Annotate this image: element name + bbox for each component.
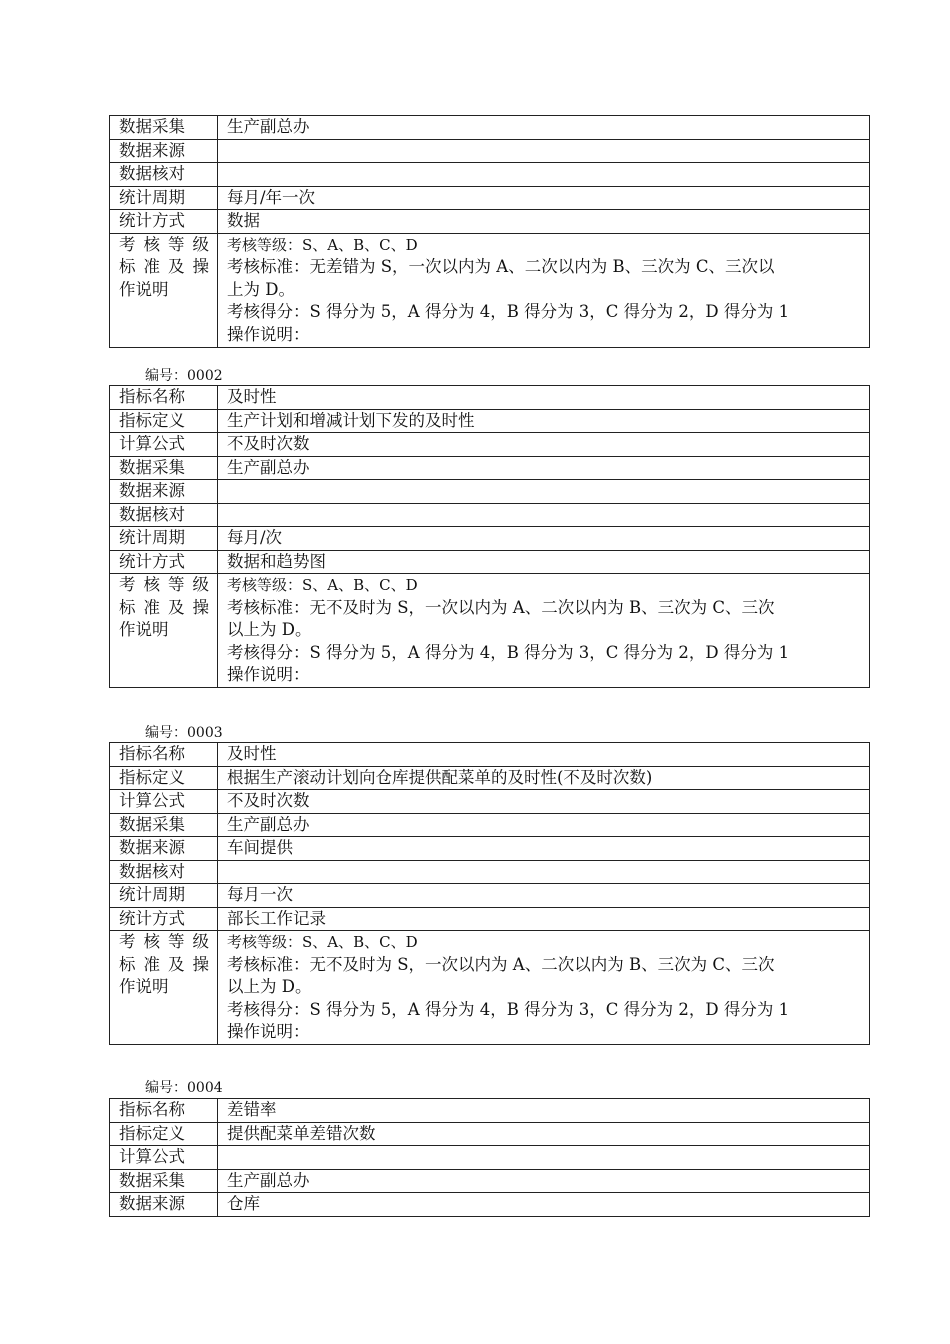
criteria-line: 考核标准：无差错为 S，一次以内为 A、二次以内为 B、三次为 C、三次以 — [227, 257, 775, 276]
row-label: 数据核对 — [110, 163, 218, 187]
row-value: 部长工作记录 — [218, 907, 870, 931]
row-label: 统计周期 — [110, 186, 218, 210]
operation-line: 操作说明： — [227, 665, 310, 684]
row-value: 生产副总办 — [218, 456, 870, 480]
row-label: 统计方式 — [110, 550, 218, 574]
row-label: 数据采集 — [110, 116, 218, 140]
row-value: 及时性 — [218, 386, 870, 410]
standard-content — [218, 574, 870, 688]
standard-label-line: 考 核 等 级 — [119, 234, 209, 254]
criteria-line-cont: 以上为 D。 — [227, 620, 312, 639]
row-label: 指标名称 — [110, 743, 218, 767]
table-number-caption: 编号：0004 — [145, 1080, 223, 1096]
row-value: 生产副总办 — [218, 1169, 870, 1193]
criteria-line: 考核标准：无不及时为 S，一次以内为 A、二次以内为 B、三次为 C、三次 — [227, 954, 775, 974]
row-label: 数据核对 — [110, 860, 218, 884]
standard-label-line: 标 准 及 操 — [119, 257, 209, 276]
row-label: 数据来源 — [110, 837, 218, 861]
row-label: 指标定义 — [110, 766, 218, 790]
standard-label-line: 标 准 及 操 — [119, 954, 209, 974]
standard-label-line: 考 核 等 级 — [119, 575, 209, 594]
operation-line: 操作说明： — [227, 324, 310, 344]
row-label: 数据来源 — [110, 480, 218, 504]
standard-label-line: 考 核 等 级 — [119, 932, 209, 951]
row-value: 车间提供 — [218, 837, 870, 861]
standard-label-line: 作说明 — [119, 279, 169, 299]
kpi-table-4 — [109, 1098, 870, 1217]
standard-label — [110, 931, 218, 1045]
row-value: 提供配菜单差错次数 — [218, 1122, 870, 1146]
standard-label-line: 作说明 — [119, 620, 169, 639]
table-number-caption: 编号：0002 — [145, 368, 223, 384]
row-value — [218, 139, 870, 163]
row-value: 生产计划和增减计划下发的及时性 — [218, 409, 870, 433]
kpi-table-3 — [109, 742, 870, 1045]
kpi-table-1 — [109, 115, 870, 348]
row-value: 及时性 — [218, 743, 870, 767]
row-label: 计算公式 — [110, 790, 218, 814]
criteria-line: 考核标准：无不及时为 S，一次以内为 A、二次以内为 B、三次为 C、三次 — [227, 597, 775, 617]
row-label: 指标名称 — [110, 386, 218, 410]
kpi-table-2 — [109, 385, 870, 688]
standard-label — [110, 233, 218, 347]
row-value: 每月/次 — [218, 527, 870, 551]
operation-line: 操作说明： — [227, 1022, 310, 1041]
score-line: 考核得分：S 得分为 5，A 得分为 4，B 得分为 3，C 得分为 2，D 得分为 1 — [227, 302, 790, 321]
row-label: 统计周期 — [110, 884, 218, 908]
row-value: 仓库 — [218, 1193, 870, 1217]
row-label: 数据来源 — [110, 1193, 218, 1217]
row-value: 不及时次数 — [218, 790, 870, 814]
score-line: 考核得分：S 得分为 5，A 得分为 4，B 得分为 3，C 得分为 2，D 得分为 1 — [227, 999, 790, 1019]
grade-line: 考核等级：S、A、B、C、D — [227, 933, 418, 951]
grade-line: 考核等级：S、A、B、C、D — [227, 576, 418, 594]
row-label: 指标定义 — [110, 1122, 218, 1146]
row-value: 差错率 — [218, 1099, 870, 1123]
row-label: 数据采集 — [110, 813, 218, 837]
row-label: 计算公式 — [110, 433, 218, 457]
standard-label — [110, 574, 218, 688]
row-value — [218, 163, 870, 187]
row-value — [218, 1146, 870, 1170]
row-label: 统计方式 — [110, 907, 218, 931]
score-line: 考核得分：S 得分为 5，A 得分为 4，B 得分为 3，C 得分为 2，D 得分为 1 — [227, 642, 790, 662]
row-label: 指标定义 — [110, 409, 218, 433]
standard-content — [218, 931, 870, 1045]
row-label: 数据采集 — [110, 1169, 218, 1193]
row-value: 生产副总办 — [218, 813, 870, 837]
row-value: 根据生产滚动计划向仓库提供配菜单的及时性(不及时次数) — [218, 766, 870, 790]
row-label: 数据来源 — [110, 139, 218, 163]
standard-content — [218, 233, 870, 347]
row-value: 生产副总办 — [218, 116, 870, 140]
row-label: 数据核对 — [110, 503, 218, 527]
criteria-line-cont: 以上为 D。 — [227, 977, 312, 996]
standard-label-line: 标 准 及 操 — [119, 597, 209, 617]
row-label: 数据采集 — [110, 456, 218, 480]
row-value: 数据 — [218, 210, 870, 234]
row-value — [218, 503, 870, 527]
row-value: 每月/年一次 — [218, 186, 870, 210]
row-value — [218, 860, 870, 884]
table-number-caption: 编号：0003 — [145, 725, 223, 741]
row-label: 统计周期 — [110, 527, 218, 551]
row-label: 统计方式 — [110, 210, 218, 234]
grade-line: 考核等级：S、A、B、C、D — [227, 235, 418, 254]
row-value — [218, 480, 870, 504]
standard-label-line: 作说明 — [119, 977, 169, 996]
row-value: 不及时次数 — [218, 433, 870, 457]
criteria-line-cont: 上为 D。 — [227, 279, 295, 299]
row-label: 计算公式 — [110, 1146, 218, 1170]
row-value: 每月一次 — [218, 884, 870, 908]
row-value: 数据和趋势图 — [218, 550, 870, 574]
row-label: 指标名称 — [110, 1099, 218, 1123]
